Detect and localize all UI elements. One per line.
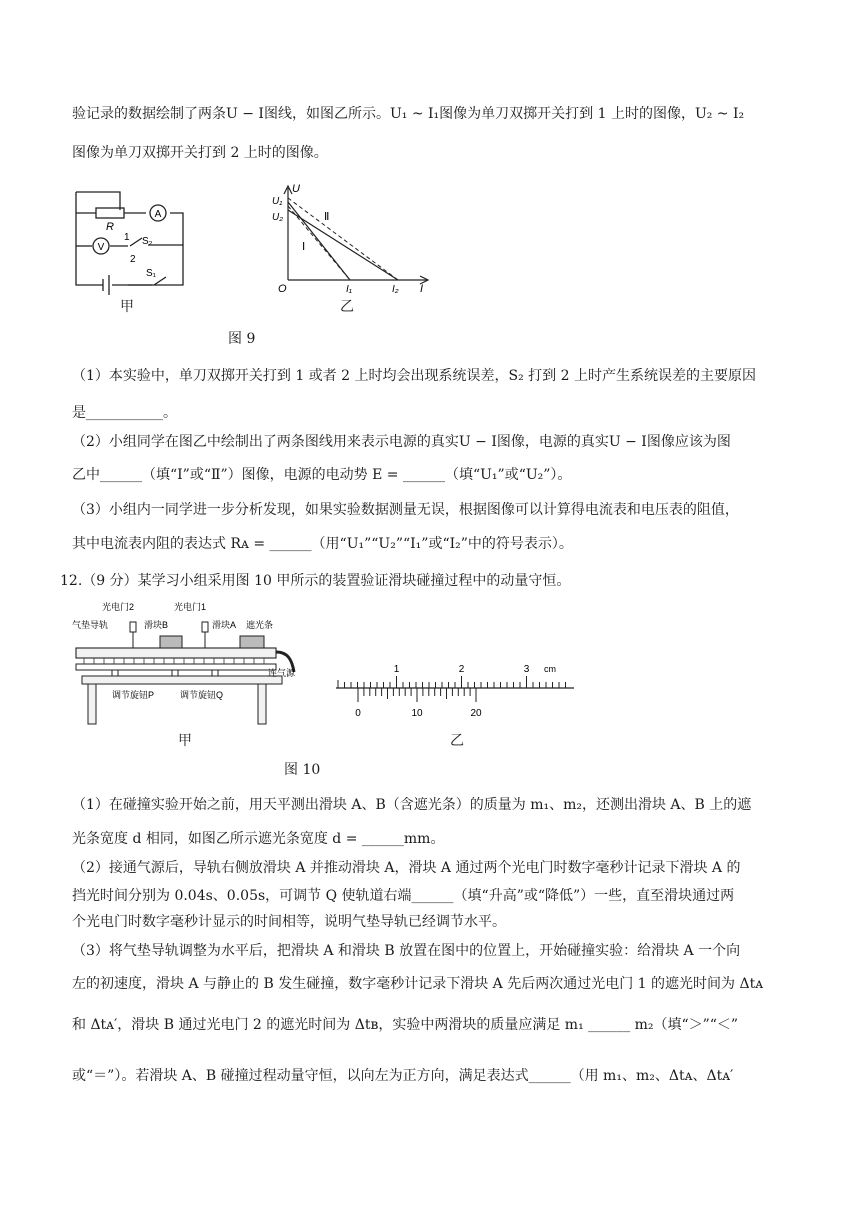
axis-i: I [420, 283, 424, 295]
voltmeter-label: V [97, 242, 105, 253]
rail-label: 气垫导轨 [72, 620, 109, 630]
text-line: （3）将气垫导轨调整为水平后，把滑块 A 和滑块 B 放置在图中的位置上，开始碰撞实验：给滑块 A 一个向 [72, 943, 741, 959]
switch-pos-2: 2 [130, 254, 136, 265]
text-line: 挡光时间分别为 0.04s、0.05s，可调节 Q 使轨道右端______（填“升高”或“降低”）一些，直至滑块通过两 [72, 888, 735, 904]
knob-q-label: 调节旋钮Q [180, 690, 224, 700]
vernier-20: 20 [470, 708, 482, 719]
text-line: 图像为单刀双掷开关打到 2 上时的图像。 [72, 145, 328, 161]
text-line: 个光电门时数字毫秒计显示的时间相等，说明气垫导轨已经调节水平。 [72, 914, 506, 930]
text-line: （2）小组同学在图乙中绘制出了两条图线用来表示电源的真实U − I图像，电源的真实U − I图像应该为图 [72, 434, 731, 450]
fig10-yi-label: 乙 [450, 733, 464, 749]
gate1-label: 光电门1 [174, 602, 207, 612]
air-source-label: 连气源 [268, 668, 296, 678]
fig10-caption: 图 10 [284, 762, 321, 778]
main-scale-unit: cm [544, 664, 556, 674]
ui-graph [270, 180, 440, 310]
gate2-label: 光电门2 [102, 602, 135, 612]
text-line: 光条宽度 d 相同，如图乙所示遮光条宽度 d = ______mm。 [72, 831, 445, 847]
text-line: 和 Δtᴀ′，滑块 B 通过光电门 2 的遮光时间为 Δtʙ，实验中两滑块的质量应满足 m₁ ______ m₂（填“＞”“＜” [72, 1017, 739, 1033]
axis-u: U [292, 183, 300, 195]
vernier-10: 10 [411, 708, 423, 719]
slider-a-label: 滑块A [212, 620, 237, 630]
main-scale-2: 2 [458, 664, 465, 675]
switch-pos-1: 1 [124, 232, 130, 243]
tick-u2: U₂ [272, 212, 284, 223]
fig10-jia-label: 甲 [178, 733, 192, 749]
text-line: 其中电流表内阻的表达式 Rᴀ = ______（用“U₁”“U₂”“I₁”或“I₂”中的符号表示）。 [72, 536, 573, 552]
main-scale-3: 3 [523, 664, 530, 675]
s1-label: S₁ [146, 268, 157, 279]
fig9-caption: 图 9 [228, 331, 256, 347]
main-scale-1: 1 [393, 664, 400, 675]
vernier-caliper [330, 660, 580, 730]
text-line: 乙中______（填“Ⅰ”或“Ⅱ”）图像，电源的电动势 E = ______（填“U₁”或“U₂”）。 [72, 467, 572, 483]
tick-i1: I₁ [346, 284, 352, 295]
text-line: （1）本实验中，单刀双掷开关打到 1 或者 2 上时均会出现系统误差，S₂ 打到 2 上时产生系统误差的主要原因 [72, 368, 756, 384]
vernier-0: 0 [355, 708, 361, 719]
fig9-yi-label: 乙 [340, 299, 354, 315]
text-line: 左的初速度，滑块 A 与静止的 B 发生碰撞，数字毫秒计记录下滑块 A 先后两次通过光电门 1 的遮光时间为 Δtᴀ [72, 976, 764, 992]
ammeter-label: A [154, 209, 162, 220]
knob-p-label: 调节旋钮P [112, 690, 155, 700]
problem-12-stem: 12.（9 分）某学习小组采用图 10 甲所示的装置验证滑块碰撞过程中的动量守恒。 [60, 573, 571, 589]
line-i-label: Ⅰ [302, 241, 306, 253]
tick-i2: I₂ [392, 284, 399, 295]
s2-label: S₂ [142, 236, 153, 247]
text-line: （2）接通气源后，导轨右侧放滑块 A 并推动滑块 A，滑块 A 通过两个光电门时数字毫秒计记录下滑块 A 的 [72, 860, 741, 876]
shade-label: 遮光条 [246, 620, 274, 630]
text-line: 验记录的数据绘制了两条U − I图线，如图乙所示。U₁ ~ I₁图像为单刀双掷开关打到 1 上时的图像，U₂ ~ I₂ [72, 106, 745, 122]
air-track-diagram [72, 600, 312, 732]
text-line: 或“＝”）。若滑块 A、B 碰撞过程动量守恒，以向左为正方向，满足表达式______（用 m₁、m₂、Δtᴀ、Δtᴀ′ [72, 1068, 734, 1084]
text-line: （1）在碰撞实验开始之前，用天平测出滑块 A、B（含遮光条）的质量为 m₁、m₂，还测出滑块 A、B 上的遮 [72, 797, 752, 813]
line-ii-label: Ⅱ [324, 211, 330, 223]
origin-o: O [278, 283, 287, 295]
slider-b-label: 滑块B [144, 620, 169, 630]
circuit-diagram [68, 180, 198, 310]
fig9-jia-label: 甲 [120, 299, 134, 315]
resistor-label: R [106, 221, 114, 233]
text-line: （3）小组内一同学进一步分析发现，如果实验数据测量无误，根据图像可以计算得电流表和电压表的阻值， [72, 502, 739, 518]
text-line: 是___________。 [72, 405, 177, 421]
tick-u1: U₁ [272, 196, 283, 207]
